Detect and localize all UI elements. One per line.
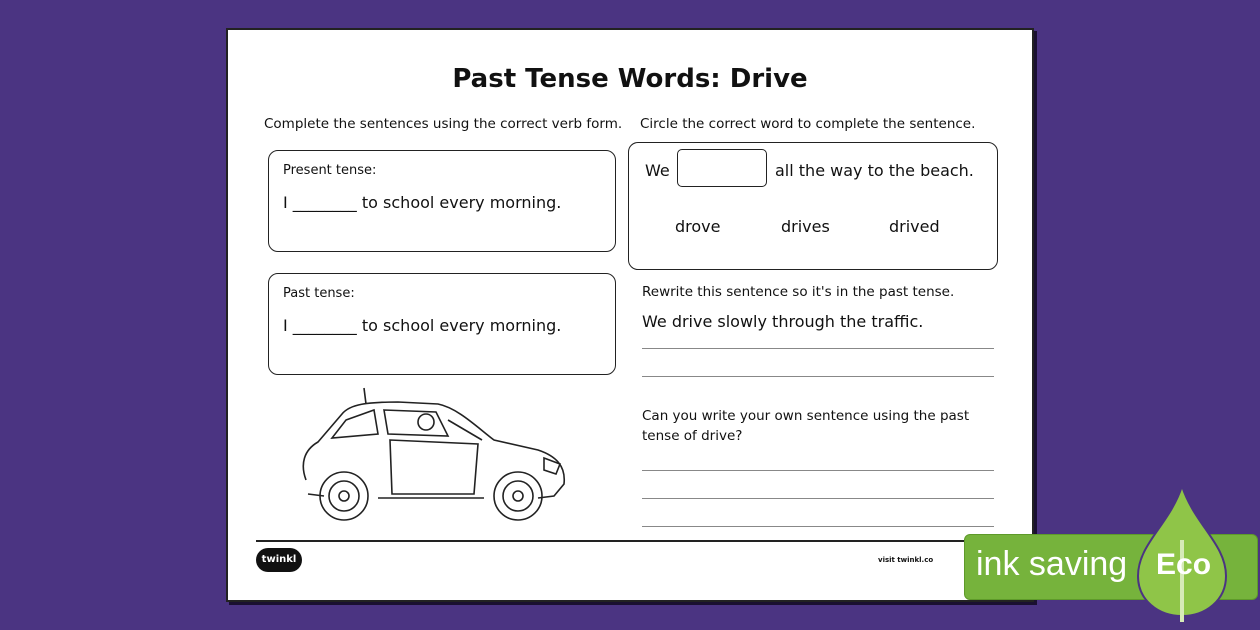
present-sentence: I ________ to school every morning. (283, 193, 562, 212)
option-drived[interactable]: drived (889, 217, 940, 236)
past-tense-box (268, 273, 616, 375)
past-label: Past tense: (283, 286, 355, 301)
writing-line[interactable] (642, 498, 994, 499)
ink-saving-text: ink saving (976, 545, 1128, 583)
page-title: Past Tense Words: Drive (452, 64, 808, 94)
present-tense-box (268, 150, 616, 252)
rewrite-instruction: Rewrite this sentence so it's in the past tense. (642, 284, 955, 300)
eco-text: Eco (1156, 548, 1212, 581)
footer-divider (256, 540, 994, 542)
right-instruction: Circle the correct word to complete the sentence. (640, 116, 976, 132)
answer-blank-box[interactable] (677, 149, 767, 187)
writing-line[interactable] (642, 376, 994, 377)
writing-line[interactable] (642, 470, 994, 471)
left-instruction: Complete the sentences using the correct verb form. (264, 116, 623, 132)
circle-before: We (645, 161, 670, 180)
rewrite-sentence: We drive slowly through the traffic. (642, 312, 924, 331)
circle-after: all the way to the beach. (775, 161, 974, 180)
circle-word-box (628, 142, 998, 270)
car-illustration (298, 384, 570, 524)
present-label: Present tense: (283, 163, 377, 178)
worksheet (226, 28, 1034, 602)
visit-link[interactable]: visit twinkl.co (878, 556, 934, 564)
twinkl-logo: twinkl (256, 548, 302, 572)
own-instruction-2: tense of drive? (642, 428, 743, 444)
writing-line[interactable] (642, 348, 994, 349)
writing-line[interactable] (642, 526, 994, 527)
option-drives[interactable]: drives (781, 217, 830, 236)
option-drove[interactable]: drove (675, 217, 721, 236)
own-instruction-1: Can you write your own sentence using the past (642, 408, 970, 424)
past-sentence: I ________ to school every morning. (283, 316, 562, 335)
